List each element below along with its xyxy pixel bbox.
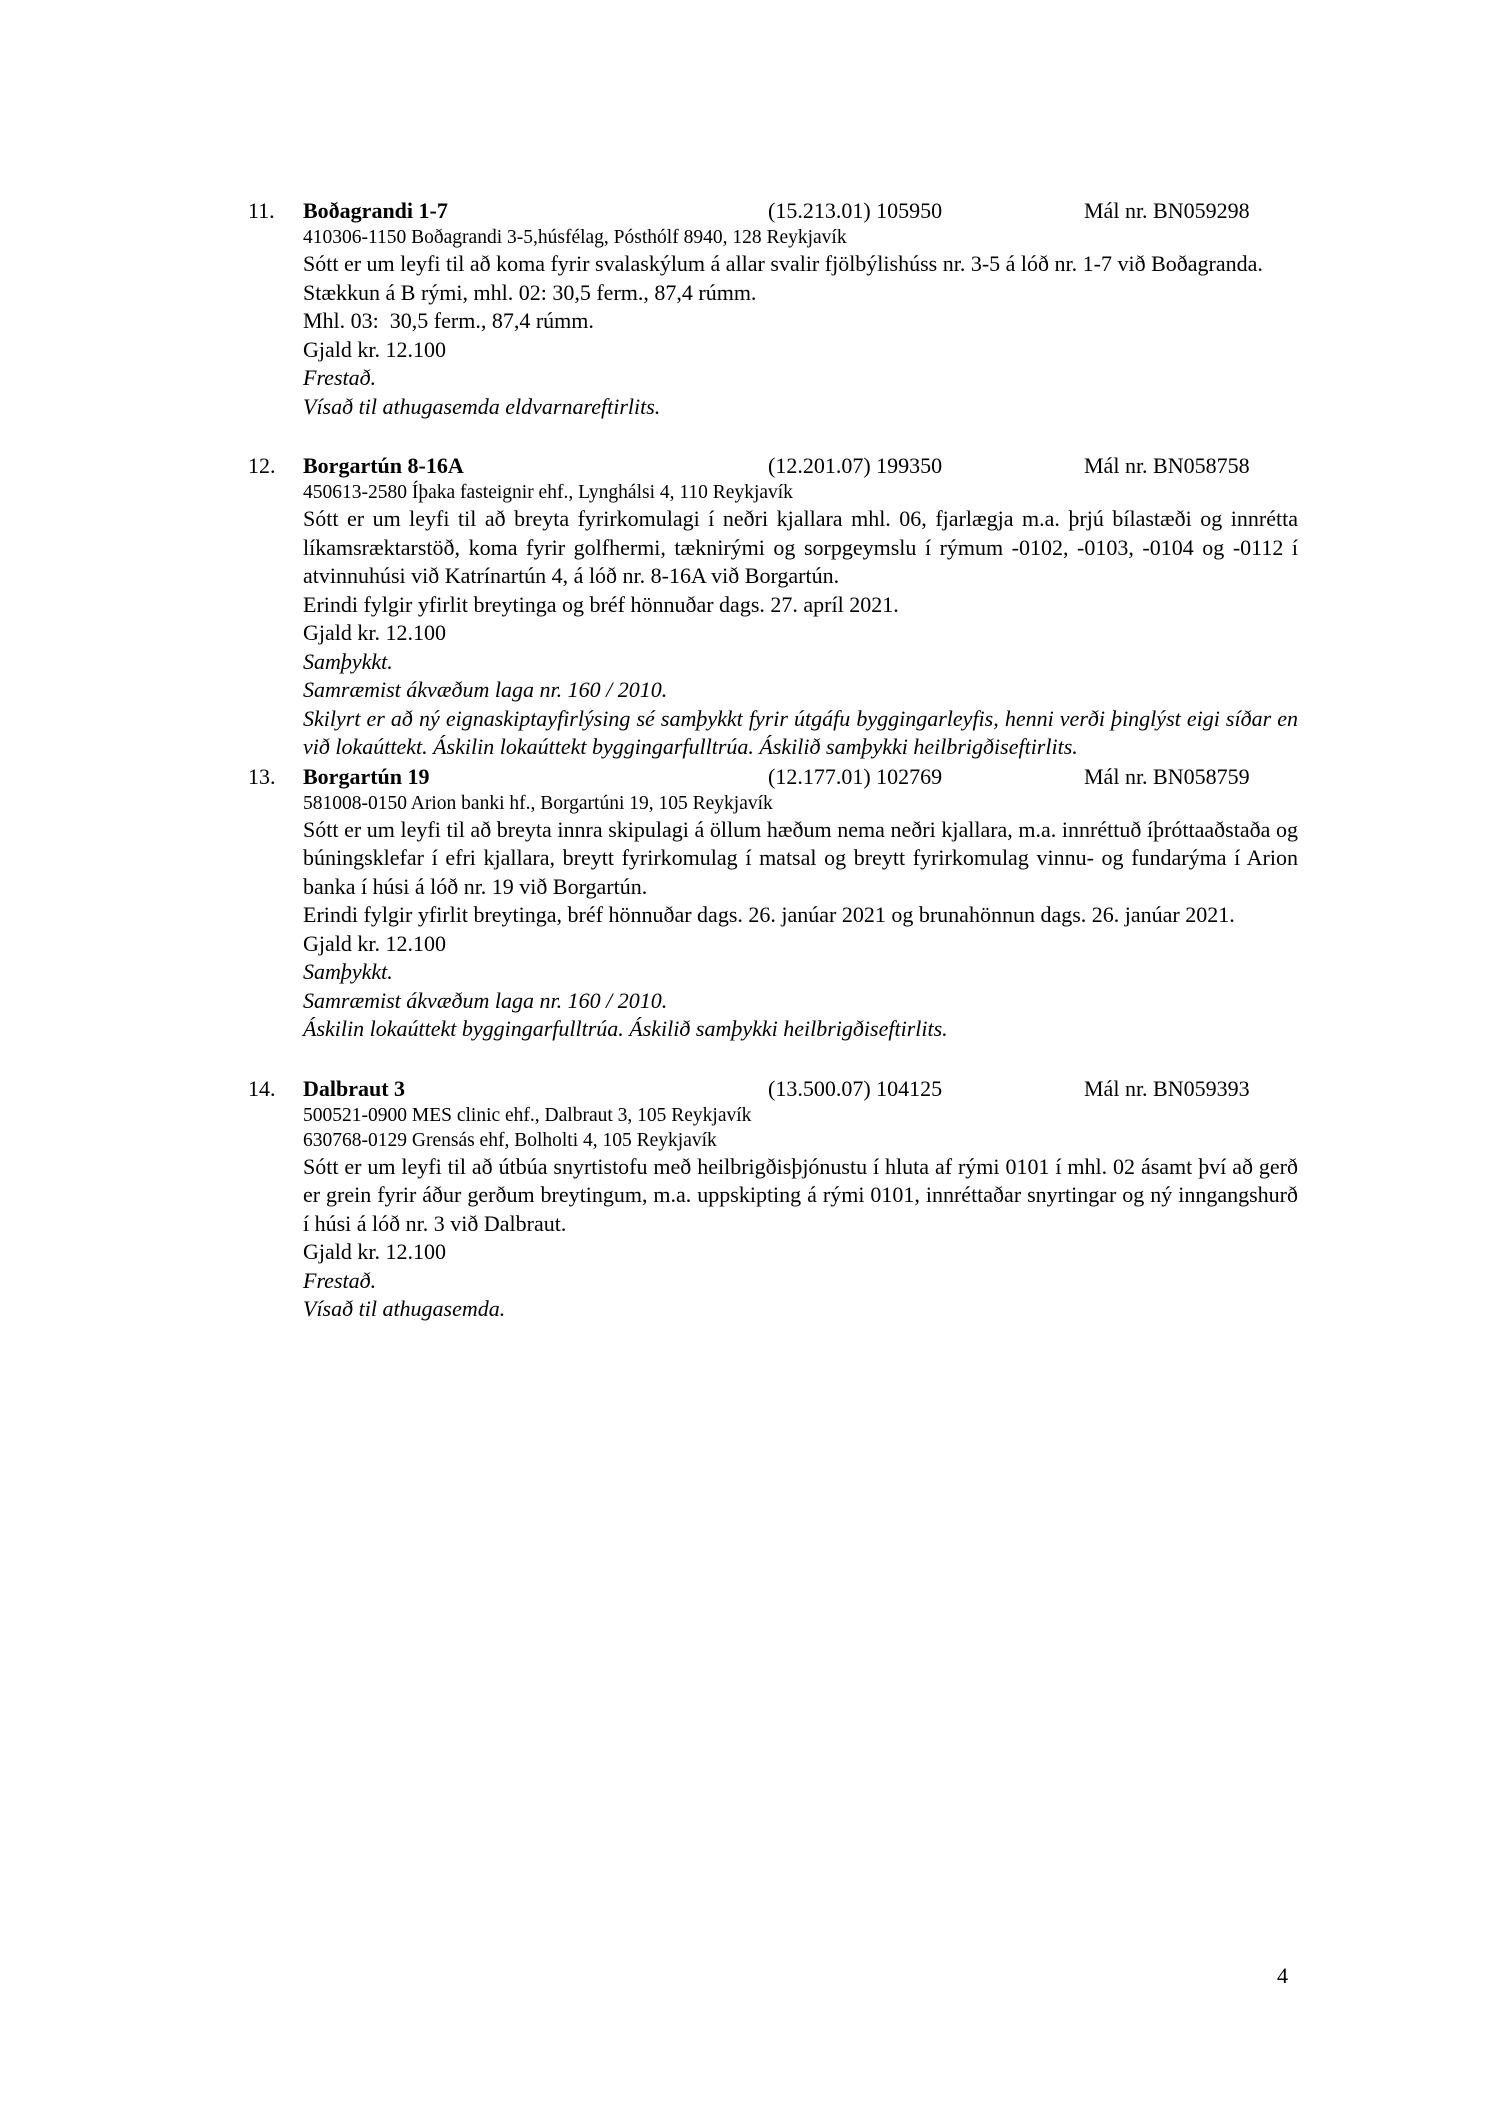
body-paragraph: Sótt er um leyfi til að breyta fyrirkomulagi í neðri kjallara mhl. 06, fjarlægja m.a. þrjú bílastæði og innrétta líkamsræktarstöð, koma fyrir golfhermi, tæknirými og sorpgeymslu í rýmum -0102, -0103, -0104 og -0112 í atvinnuhúsi við Katrínartún 4, á lóð nr. 8-16A við Borgartún. [303,506,1298,588]
item-number: 12. [248,453,276,478]
applicant-list [303,480,1298,505]
decision-line: Samræmist ákvæðum laga nr. 160 / 2010. [303,987,668,1013]
decision-line: Samþykkt. [303,648,393,674]
item-number: 13. [248,763,276,789]
item-content [303,480,1298,762]
decision-line: Samþykkt. [303,959,393,984]
body-paragraph: Stækkun á B rými, mhl. 02: 30,5 ferm., 87,4 rúmm. [303,279,757,305]
decision-line: Áskilin lokaúttekt byggingarfulltrúa. Áskilið samþykki heilbrigðiseftirlits. [303,1016,948,1041]
applicant-list [303,1103,1298,1153]
item-case-number: Mál nr. BN059298 [1084,198,1250,223]
item-case-number: Mál nr. BN059393 [1084,1075,1250,1101]
body-paragraph: Gjald kr. 12.100 [303,620,446,645]
decision-line: Skilyrt er að ný eignaskiptayfirlýsing sé samþykkt fyrir útgáfu byggingarleyfis, henni verði þinglýst eigi síðar en við lokaúttekt. Áskilin lokaúttekt byggingarfulltrúa. Áskilið samþykki heilbrigðiseftirlits. [303,705,1298,759]
decision-line: Vísað til athugasemda. [303,1296,506,1321]
body-paragraphs [303,250,1298,364]
item-content [303,1103,1298,1324]
page-number: 4 [1277,1963,1288,1988]
body-paragraph: Sótt er um leyfi til að koma fyrir svalaskýlum á allar svalir fjölbýlishúss nr. 3-5 á lóð nr. 1-7 við Boðagranda. [303,251,1263,276]
item-case-number: Mál nr. BN058758 [1084,453,1250,478]
item-reference: (13.500.07) 104125 [768,1075,943,1101]
decision-lines [303,364,1298,421]
applicant-list [303,225,1298,250]
body-paragraph: Sótt er um leyfi til að breyta innra skipulagi á öllum hæðum nema neðri kjallara, m.a. innréttuð íþróttaaðstaða og búningsklefar í efri kjallara, breytt fyrirkomulag í matsal og breytt fyrirkomulag vinnu- og fundarýma í Arion banka í húsi á lóð nr. 19 við Borgartún. [303,816,1298,899]
body-paragraphs [303,1153,1298,1267]
body-paragraph: Gjald kr. 12.100 [303,1239,446,1264]
body-paragraph: Gjald kr. 12.100 [303,930,446,956]
agenda-item-11 [248,196,1298,421]
decision-line: Vísað til athugasemda eldvarnareftirlits. [303,393,661,419]
item-title: Borgartún 19 [303,763,430,789]
item-content [303,225,1298,421]
agenda-item-14 [248,1074,1298,1324]
item-number: 11. [248,198,275,223]
item-number: 14. [248,1075,276,1101]
applicant-line: 500521-0900 MES clinic ehf., Dalbraut 3, 105 Reykjavík [303,1104,752,1126]
item-header [248,451,1298,480]
body-paragraphs [303,505,1298,648]
body-paragraph: Gjald kr. 12.100 [303,336,446,362]
item-reference: (12.177.01) 102769 [768,763,943,789]
item-content [303,791,1298,1044]
body-paragraph: Erindi fylgir yfirlit breytinga, bréf hönnuðar dags. 26. janúar 2021 og brunahönnun dags. 26. janúar 2021. [303,902,1235,927]
decision-lines [303,648,1298,762]
item-header [248,1074,1298,1103]
decision-line: Frestað. [303,365,377,390]
body-paragraph: Sótt er um leyfi til að útbúa snyrtistofu með heilbrigðisþjónustu í hluta af rými 0101 í mhl. 02 ásamt því að gerð er grein fyrir áður gerðum breytingum, m.a. uppskipting á rými 0101, innréttaðar snyrtingar og ný inngangshurð í húsi á lóð nr. 3 við Dalbraut. [303,1153,1298,1236]
item-title: Dalbraut 3 [303,1075,406,1101]
applicant-list [303,791,1298,816]
item-reference: (12.201.07) 199350 [768,453,943,478]
applicant-line: 410306-1150 Boðagrandi 3-5,húsfélag, Pósthólf 8940, 128 Reykjavík [303,227,847,248]
applicant-line: 450613-2580 Íþaka fasteignir ehf., Lynghálsi 4, 110 Reykjavík [303,482,793,503]
item-title: Boðagrandi 1-7 [303,198,448,223]
agenda-item-13 [248,762,1298,1044]
decision-lines [303,1267,1298,1324]
decision-line: Samræmist ákvæðum laga nr. 160 / 2010. [303,677,668,702]
agenda-item-12 [248,451,1298,762]
decision-line: Frestað. [303,1267,377,1293]
item-header [248,196,1298,225]
item-title: Borgartún 8-16A [303,453,464,478]
body-paragraph: Erindi fylgir yfirlit breytinga og bréf hönnuðar dags. 27. apríl 2021. [303,591,899,617]
item-reference: (15.213.01) 105950 [768,198,943,223]
body-paragraph: Mhl. 03: 30,5 ferm., 87,4 rúmm. [303,308,594,333]
applicant-line: 630768-0129 Grensás ehf, Bolholti 4, 105 Reykjavík [303,1129,717,1151]
body-paragraphs [303,816,1298,959]
item-header [248,762,1298,791]
applicant-line: 581008-0150 Arion banki hf., Borgartúni 19, 105 Reykjavík [303,792,773,814]
decision-lines [303,958,1298,1044]
item-case-number: Mál nr. BN058759 [1084,763,1250,789]
